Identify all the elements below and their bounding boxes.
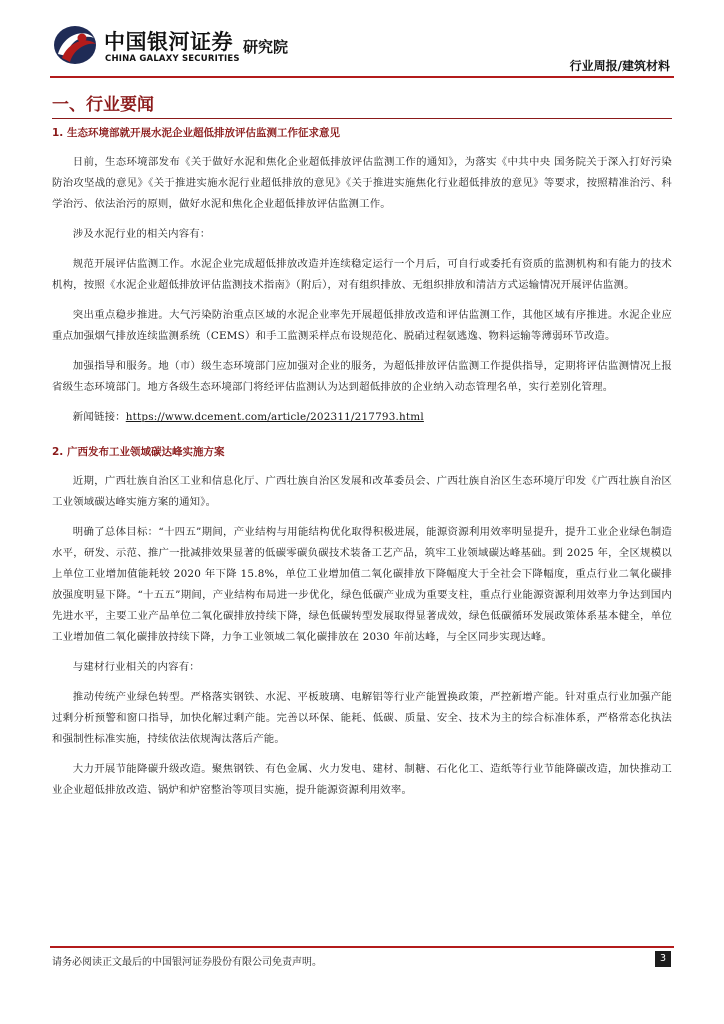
article-paragraph: 加强指导和服务。地（市）级生态环境部门应加强对企业的服务，为超低排放评估监测工作提供指导，定期将评估监测情况上报省级生态环境部门。地方各级生态环境部门将经评估监测认为达到超低排放的企业纳入动态管理名单，实行差别化管理。	[52, 360, 672, 393]
main-content	[52, 125, 672, 810]
section-title: 一、行业要闻	[52, 95, 154, 115]
news-link[interactable]: https://www.dcement.com/article/202311/217793.html	[125, 411, 424, 423]
institute-label: 研究院	[243, 38, 289, 56]
news-link-label: 新闻链接：	[72, 411, 126, 423]
footer-divider	[50, 946, 674, 948]
page-number: 3	[655, 951, 671, 967]
header-divider	[50, 76, 674, 78]
article-paragraph: 近期，广西壮族自治区工业和信息化厅、广西壮族自治区发展和改革委员会、广西壮族自治区生态环境厅印发《广西壮族自治区工业领域碳达峰实施方案的通知》。	[52, 475, 672, 508]
article-paragraph: 推动传统产业绿色转型。严格落实钢铁、水泥、平板玻璃、电解铝等行业产能置换政策，严控新增产能。针对重点行业加强产能过剩分析预警和窗口指导，加快化解过剩产能。完善以环保、能耗、低碳、质量、安全、技术为主的综合标准体系，严格常态化执法和强制性标准实施，持续依法依规淘汰落后产能。	[52, 691, 672, 745]
brand-name-en: CHINA GALAXY SECURITIES	[105, 54, 240, 64]
article-title: 1. 生态环境部就开展水泥企业超低排放评估监测工作征求意见	[52, 127, 340, 139]
report-type-label: 行业周报/建筑材料	[569, 59, 670, 73]
article-paragraph: 明确了总体目标：“十四五”期间，产业结构与用能结构优化取得积极进展，能源资源利用效率明显提升，提升工业企业绿色制造水平，研发、示范、推广一批减排效果显著的低碳零碳负碳技术装备工艺产品，筑牢工业领域碳达峰基础。到 2025 年，全区规模以上单位工业增加值能耗较 2020 年下降 15.8%，单位工业增加值二氧化碳排放下降幅度大于全社会下降幅度，重点行业二氧化碳排放强度明显下降。“十五五”期间，产业结构布局进一步优化，绿色低碳产业成为重要支柱，重点行业能源资源利用效率力争达到国内先进水平，主要工业产品单位二氧化碳排放持续下降，绿色低碳转型发展取得显著成效，绿色低碳循环发展政策体系基本健全，单位工业增加值二氧化碳排放持续下降，力争工业领域二氧化碳排放在 2030 年前达峰，与全区同步实现达峰。	[52, 526, 672, 643]
news-link-line	[52, 407, 672, 428]
article-paragraph: 日前，生态环境部发布《关于做好水泥和焦化企业超低排放评估监测工作的通知》，为落实《中共中央 国务院关于深入打好污染防治攻坚战的意见》《关于推进实施水泥行业超低排放的意见》《关于推进实施焦化行业超低排放的意见》等要求，按照精准治污、科学治污、依法治污的原则，做好水泥和焦化企业超低排放评估监测工作。	[52, 156, 672, 210]
article-paragraph: 与建材行业相关的内容有：	[72, 661, 200, 673]
article-paragraph: 大力开展节能降碳升级改造。聚焦钢铁、有色金属、火力发电、建材、制糖、石化化工、造纸等行业节能降碳改造，加快推动工业企业超低排放改造、锅炉和炉窑整治等项目实施，提升能源资源利用效率。	[52, 763, 672, 796]
disclaimer-note: 请务必阅读正文最后的中国银河证券股份有限公司免责声明。	[52, 957, 322, 968]
article-paragraph: 突出重点稳步推进。大气污染防治重点区域的水泥企业率先开展超低排放改造和评估监测工作，其他区域有序推进。水泥企业应重点加强烟气排放连续监测系统（CEMS）和手工监测采样点布设规范化、脱硝过程氨逃逸、物料运输等薄弱环节改造。	[52, 309, 672, 342]
brand-name-cn: 中国银河证券	[104, 30, 233, 54]
article-paragraph: 涉及水泥行业的相关内容有：	[72, 228, 211, 240]
section-divider	[52, 118, 672, 119]
article-paragraph: 规范开展评估监测工作。水泥企业完成超低排放改造并连续稳定运行一个月后，可自行或委托有资质的监测机构和有能力的技术机构，按照《水泥企业超低排放评估监测技术指南》（附后），对有组织排放、无组织排放和清洁方式运输情况开展评估监测。	[52, 258, 672, 291]
galaxy-logo-icon	[52, 24, 98, 66]
article-title: 2. 广西发布工业领域碳达峰实施方案	[52, 446, 225, 458]
page-header	[0, 0, 724, 80]
